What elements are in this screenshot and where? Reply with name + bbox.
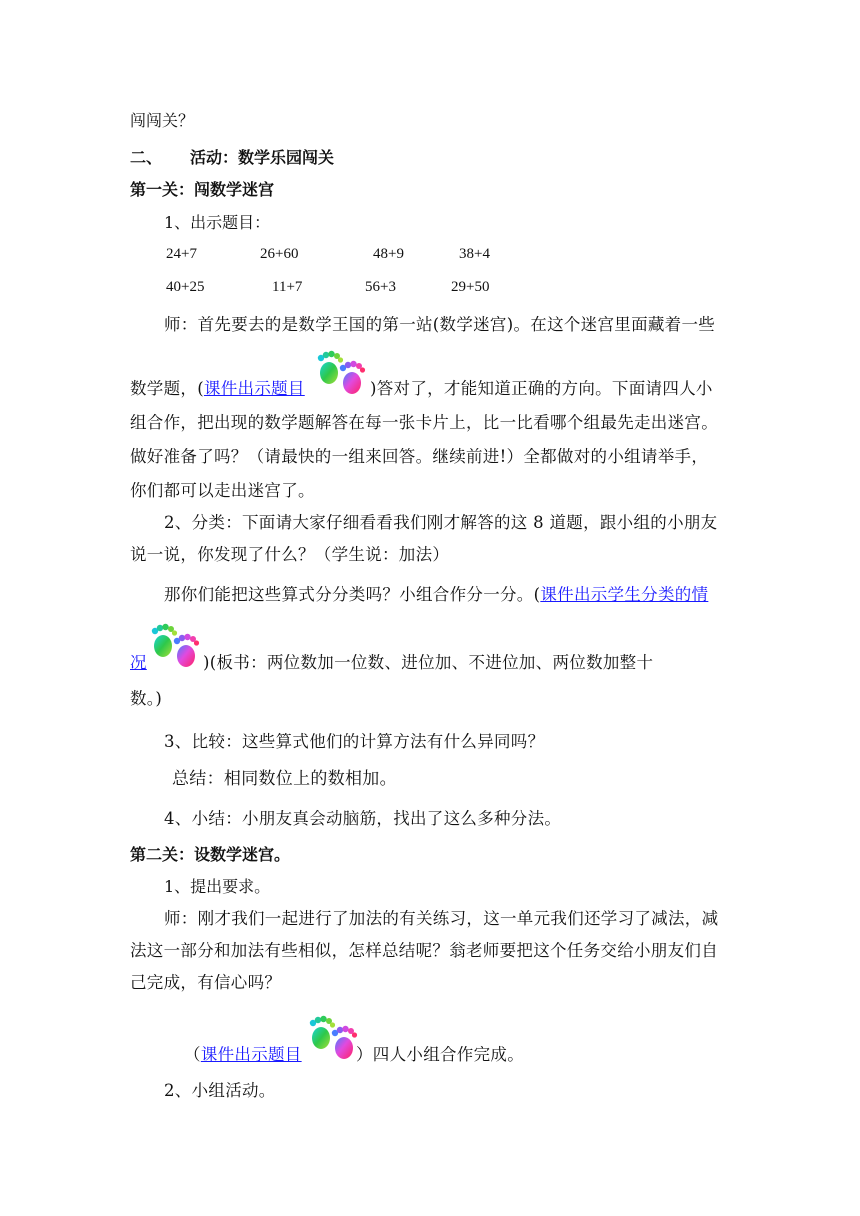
section-two-title: 活动：数学乐园闯关 xyxy=(190,148,335,167)
level1-heading: 第一关：闯数学迷宫 xyxy=(130,180,275,199)
problem: 24+7 xyxy=(166,246,197,262)
classify-line xyxy=(164,584,708,606)
level2-link-prefix: （ xyxy=(184,1045,201,1064)
intro-tail: 闯闯关？ xyxy=(130,111,195,130)
step3: 3、比较：这些算式他们的计算方法有什么异同吗？ xyxy=(164,732,545,751)
problem: 40+25 xyxy=(166,279,205,295)
level2-teacher-line-3: 己完成，有信心吗？ xyxy=(130,973,282,992)
teacher-line-5: 你们都可以走出迷宫了。 xyxy=(130,481,315,500)
section-two-number: 二、 xyxy=(130,148,163,167)
courseware-link-2-tail[interactable]: 况 xyxy=(130,653,147,672)
level2-step1: 1、提出要求。 xyxy=(164,877,271,896)
step2-line-2: 说一说，你发现了什么？（学生说：加法） xyxy=(130,545,450,564)
level2-link-suffix: ）四人小组合作完成。 xyxy=(356,1045,524,1064)
line2-suffix: )答对了，才能知道正确的方向。下面请四人小 xyxy=(370,379,713,398)
footprints-icon[interactable] xyxy=(146,620,202,670)
teacher-line-1: 师：首先要去的是数学王国的第一站(数学迷宫)。在这个迷宫里面藏着一些 xyxy=(164,315,716,334)
footprints-icon[interactable] xyxy=(312,347,368,397)
level2-teacher-line-1: 师：刚才我们一起进行了加法的有关练习，这一单元我们还学习了减法，减 xyxy=(164,909,719,928)
classify-prefix: 那你们能把这些算式分分类吗？小组合作分一分。( xyxy=(164,585,541,604)
step4: 4、小结：小朋友真会动脑筋，找出了这么多种分法。 xyxy=(164,809,562,828)
courseware-link-1[interactable]: 课件出示题目 xyxy=(203,379,305,398)
problem: 38+4 xyxy=(459,246,490,262)
classify-link-continued xyxy=(130,652,147,674)
level2-teacher-line-2: 法这一部分和加法有些相似，怎样总结呢？翁老师要把这个任务交给小朋友们自 xyxy=(130,941,718,960)
problem: 11+7 xyxy=(272,279,303,295)
step2-line-1: 2、分类：下面请大家仔细看看我们刚才解答的这 8 道题，跟小组的小朋友 xyxy=(164,513,718,532)
problems-row-2 xyxy=(0,276,860,298)
level2-link-line xyxy=(184,1044,302,1066)
problem: 56+3 xyxy=(365,279,396,295)
courseware-link-3[interactable]: 课件出示题目 xyxy=(200,1045,302,1064)
problem: 48+9 xyxy=(373,246,404,262)
problems-row-1 xyxy=(0,243,860,265)
teacher-line-2 xyxy=(130,378,305,400)
problem: 26+60 xyxy=(260,246,299,262)
summary: 总结：相同数位上的数相加。 xyxy=(172,769,397,789)
teacher-line-4: 做好准备了吗？（请最快的一组来回答。继续前进!）全都做对的小组请举手， xyxy=(130,447,709,466)
teacher-line-3: 组合作，把出现的数学题解答在每一张卡片上，比一比看哪个组最先走出迷宫。 xyxy=(130,413,718,432)
footprints-icon[interactable] xyxy=(304,1012,360,1062)
level1-step1: 1、出示题目： xyxy=(164,213,271,232)
board-tail: 数。) xyxy=(130,689,163,708)
line2-prefix: 数学题，( xyxy=(130,379,204,398)
courseware-link-2[interactable]: 课件出示学生分类的情 xyxy=(540,585,709,604)
board-line: )(板书：两位数加一位数、进位加、不进位加、两位数加整十 xyxy=(203,653,654,672)
problem: 29+50 xyxy=(451,279,490,295)
level2-step2: 2、小组活动。 xyxy=(164,1081,276,1100)
level2-heading: 第二关：设数学迷宫。 xyxy=(130,845,291,864)
